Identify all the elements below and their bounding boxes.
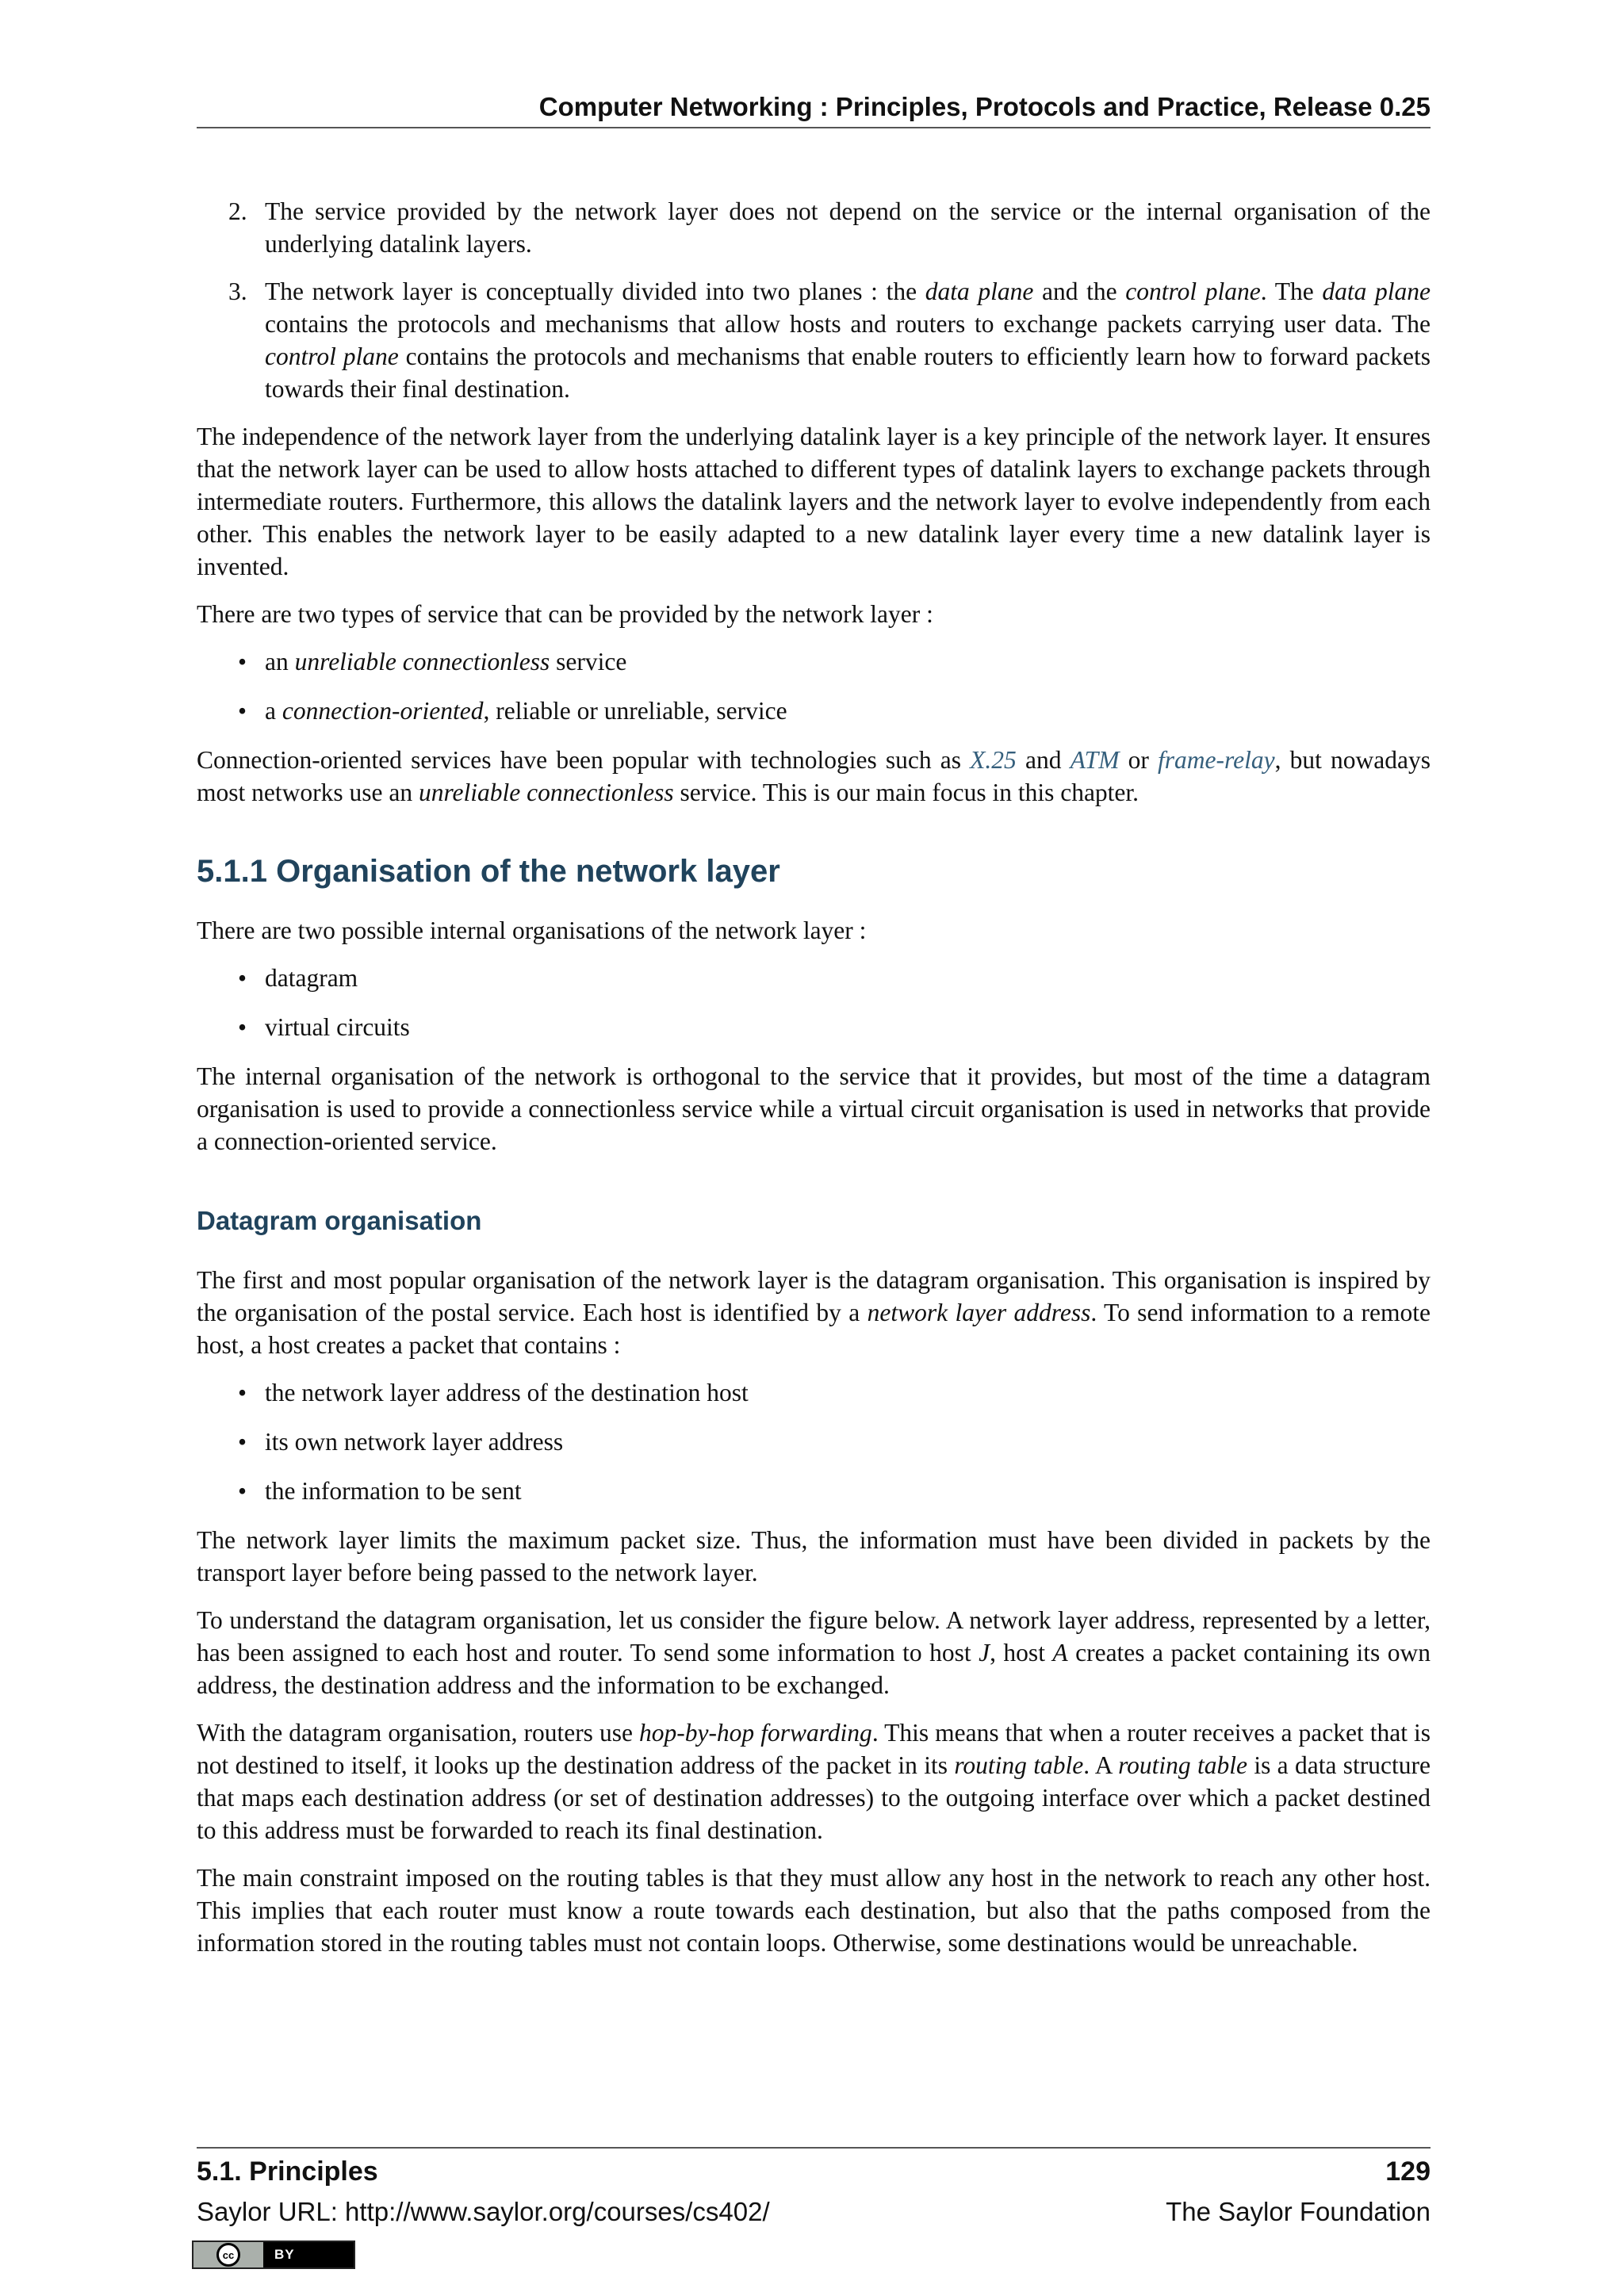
term: A	[1052, 1639, 1068, 1667]
main-content	[197, 195, 1431, 1974]
subsection-heading: Datagram organisation	[197, 1206, 482, 1235]
term-data-plane: data plane	[1322, 277, 1431, 305]
paragraph-constraint: The main constraint imposed on the routing tables is that they must allow any host in the network to reach any other host. This implies that each router must know a route towards each destination, but also that the paths composed from the information stored in the routing tables must not contain loops. Otherwise, some destinations would be unreachable.	[197, 1864, 1431, 1957]
term: J	[979, 1639, 990, 1667]
running-header: Computer Networking : Principles, Protocols and Practice, Release 0.25	[538, 92, 1431, 121]
text-run: . This means that when a router receives a packet that is not destined to itself, it looks up the destination address of the packet in its	[197, 1719, 1431, 1779]
term: unreliable connectionless	[294, 648, 550, 675]
text-run: . A	[1083, 1751, 1119, 1779]
saylor-foundation: The Saylor Foundation	[1166, 2197, 1431, 2226]
page-number: 129	[1385, 2156, 1431, 2187]
item-number: 3.	[228, 277, 247, 305]
text-run: , reliable or unreliable, service	[483, 697, 787, 725]
text-run: . The	[1260, 277, 1323, 305]
text-run: contains the protocols and mechanisms that enable routers to efficiently learn how to forward packets towards their final destination.	[265, 342, 1431, 403]
text-run: service	[550, 648, 627, 675]
paragraph-two-types: There are two types of service that can be provided by the network layer :	[197, 600, 933, 628]
paragraph-independence: The independence of the network layer from the underlying datalink layer is a key principle of the network layer. It ensures that the network layer can be used to allow hosts attached to different types of datalink layers to exchange packets through intermediate routers. Furthermore, this allows the datalink layers and the network layer to evolve independently from each other. This enables the network layer to be easily adapted to a new datalink layer every time a new datalink layer is invented.	[197, 423, 1431, 580]
term: routing table	[1118, 1751, 1247, 1779]
list-item: • virtual circuits	[197, 1011, 1431, 1043]
packet-contents-list	[197, 1376, 1431, 1507]
list-item: • the network layer address of the destination host	[197, 1376, 1431, 1409]
text-run: service. This is our main focus in this chapter.	[673, 779, 1139, 806]
header-rule	[197, 127, 1431, 128]
by-label: BY	[274, 2247, 295, 2262]
text-run: . To send information to a remote host, a host creates a packet that contains :	[197, 1299, 1431, 1359]
footer-rule	[197, 2147, 1431, 2149]
link-x25[interactable]: X.25	[970, 746, 1017, 774]
term: routing table	[954, 1751, 1084, 1779]
list-item: • its own network layer address	[197, 1425, 1431, 1458]
text-run: creates a packet containing its own address, the destination address and the information to be exchanged.	[197, 1639, 1431, 1699]
text-run: To understand the datagram organisation, let us consider the figure below. A network layer address, represented by a letter, has been assigned to each host and router. To send some information to host	[197, 1606, 1431, 1667]
text-run: , host	[990, 1639, 1053, 1667]
text-run: The network layer is conceptually divided into two planes : the	[265, 277, 925, 305]
text-run: an	[265, 648, 295, 675]
text-run: a	[265, 697, 282, 725]
paragraph-figure-intro	[197, 1604, 1431, 1701]
saylor-url: Saylor URL: http://www.saylor.org/courses/cs402/	[197, 2197, 770, 2226]
item-number: 2.	[228, 197, 247, 225]
paragraph-orthogonal: The internal organisation of the network is orthogonal to the service that it provides, but most of the time a datagram organisation is used to provide a connectionless service while a virtual circuit organisation is used in networks that provide a connection-oriented service.	[197, 1062, 1431, 1155]
link-frame-relay[interactable]: frame-relay	[1158, 746, 1275, 774]
organisation-list	[197, 962, 1431, 1043]
paragraph-datagram-intro	[197, 1264, 1431, 1361]
text-run: is a data structure that maps each destination address (or set of destination addresses) to the outgoing interface over which a packet destined to this address must be forwarded to reach its final destination.	[197, 1751, 1431, 1844]
term: unreliable connectionless	[418, 779, 674, 806]
section-heading: 5.1.1 Organisation of the network layer	[197, 854, 780, 889]
link-atm[interactable]: ATM	[1070, 746, 1120, 774]
list-item: • datagram	[197, 962, 1431, 994]
term-control-plane: control plane	[1125, 277, 1261, 305]
text-run: The first and most popular organisation of the network layer is the datagram organisation. This organisation is inspired by the organisation of the postal service. Each host is identified by a	[197, 1266, 1431, 1326]
item-text: The service provided by the network layer does not depend on the service or the internal organisation of the underlying datalink layers.	[265, 197, 1431, 258]
cc-badge-left	[193, 2242, 263, 2267]
term: connection-oriented	[282, 697, 484, 725]
numbered-item-3	[197, 275, 1431, 405]
service-type-list	[197, 645, 1431, 727]
cc-by-license-icon	[192, 2241, 355, 2269]
text-run: With the datagram organisation, routers use	[197, 1719, 639, 1747]
text-run: Connection-oriented services have been popular with technologies such as	[197, 746, 971, 774]
text-run: and the	[1033, 277, 1126, 305]
paragraph-hop-by-hop	[197, 1716, 1431, 1846]
text-run: and	[1016, 746, 1071, 774]
footer-section-label: 5.1. Principles	[197, 2156, 378, 2187]
text-run: or	[1119, 746, 1159, 774]
section-intro: There are two possible internal organisations of the network layer :	[197, 916, 867, 944]
text-run: contains the protocols and mechanisms that allow hosts and routers to exchange packets carrying user data. The	[265, 310, 1431, 338]
text-run: , but nowadays most networks use an	[197, 746, 1431, 806]
cc-icon: cc	[216, 2243, 240, 2267]
paragraph-packet-size: The network layer limits the maximum packet size. Thus, the information must have been divided in packets by the transport layer before being passed to the network layer.	[197, 1526, 1431, 1586]
list-item	[197, 695, 1431, 727]
term: network layer address	[867, 1299, 1091, 1326]
list-item: • the information to be sent	[197, 1475, 1431, 1507]
term-data-plane: data plane	[925, 277, 1034, 305]
paragraph-connection-oriented	[197, 744, 1431, 809]
term-control-plane: control plane	[265, 342, 399, 370]
numbered-list	[197, 195, 1431, 405]
list-item	[197, 645, 1431, 678]
term: hop-by-hop forwarding	[638, 1719, 872, 1747]
numbered-item-2	[197, 195, 1431, 260]
